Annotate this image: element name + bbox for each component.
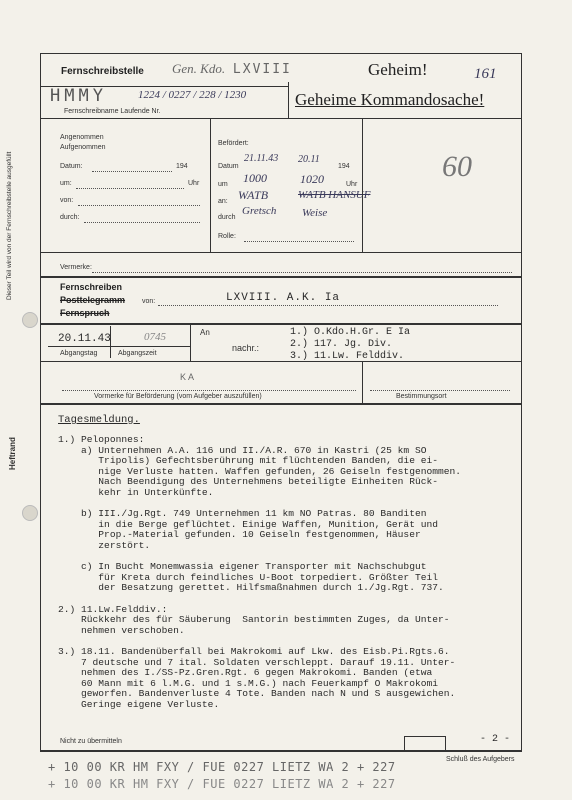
- body-line: geworfen. Bandenverluste 4 Tote. Banden nach N und S ausgewichen.: [58, 688, 456, 700]
- recipient-1: 1.) O.Kdo.H.Gr. E Ia: [290, 327, 411, 338]
- received-datum-line: [92, 171, 172, 172]
- dispatch-mid-line: [48, 346, 190, 347]
- received-uhr-label: Uhr: [188, 180, 200, 187]
- body-line: Tripolis) Gefechtsberührung mit flüchtenden Banden, die ei-: [58, 455, 438, 467]
- forwarded-an-label: an:: [218, 198, 228, 205]
- body-top-border: [40, 403, 521, 405]
- body-line: Geringe eigene Verluste.: [58, 699, 220, 710]
- forwarded-vdivider: [362, 118, 363, 252]
- sender-value: LXVIII. A.K. Ia: [226, 292, 341, 304]
- body-line: 3.) 18.11. Bandenüberfall bei Makrokomi auf Lkw. des Eisb.Pi.Rgts.6.: [58, 646, 450, 657]
- geheime-kommandosache: Geheime Kommandosache!: [295, 90, 485, 109]
- posttelegramm-label: Posttelegramm: [60, 295, 126, 305]
- nicht-zu-uebermitteln-label: Nicht zu übermitteln: [60, 738, 122, 745]
- forwarded-datum-value-2: 20.11: [298, 154, 320, 165]
- forwarded-durch-label: durch: [218, 214, 236, 221]
- vermerke-label: Vermerke:: [60, 264, 92, 271]
- body-line: der Besatzung gerettet. Hilfsmaßnahmen durch 1./Jg.Rgt. 737.: [58, 582, 444, 594]
- message-body: [58, 434, 528, 714]
- bestimmungsort-divider: [362, 361, 363, 403]
- teletype-line-2: + 10 00 KR HM FXY / FUE 0227 LIETZ WA 2 + 227: [48, 777, 396, 791]
- vormerke-label: Vormerke für Beförderung (vom Aufgeber auszufüllen): [94, 393, 262, 400]
- received-datum-label: Datum:: [60, 163, 83, 170]
- forwarded-rolle-line: [244, 241, 354, 242]
- body-line: zerstört.: [58, 540, 151, 551]
- page-number: - 2 -: [480, 734, 511, 745]
- body-line: 2.) 11.Lw.Felddiv.:: [58, 603, 168, 615]
- body-line: 1.) Peloponnes:: [58, 434, 145, 445]
- forwarded-an-value-2: WATB HANSUF: [298, 189, 371, 201]
- body-line: für Kreta durch feindliches U-Boot torpediert. Größter Teil: [58, 571, 438, 583]
- aufgenommen-label: Aufgenommen: [60, 144, 106, 151]
- header-vdivider: [288, 82, 289, 118]
- big-number: 60: [442, 150, 472, 183]
- received-year: 194: [176, 163, 188, 170]
- sender-line: [158, 305, 498, 306]
- body-line: nehmen des I./SS-Pz.Gren.Rgt. 6 gegen Makrokomi. Banden (etwa: [58, 667, 433, 679]
- gen-kdo-label: Gen. Kdo.: [172, 61, 226, 76]
- received-um-line: [76, 188, 184, 189]
- footer-line: [40, 750, 521, 751]
- vormerke-line: [62, 390, 356, 391]
- body-line: 7 deutsche und 7 ital. Soldaten verschleppt. Darauf 19.11. Unter-: [58, 656, 456, 668]
- body-line: Rückkehr des für Säuberung Santorin bestimmten Zuges, da Unter-: [58, 614, 450, 626]
- fernschreiben-label: Fernschreiben: [60, 282, 123, 292]
- bestimmungsort-line: [370, 390, 510, 391]
- message-title: Tagesmeldung.: [58, 414, 140, 426]
- body-line: c) In Bucht Monemwassia eigener Transporter mit Nachschubgut: [58, 561, 427, 573]
- punch-hole-top: [22, 312, 38, 328]
- befoerdert-label: Befördert:: [218, 140, 249, 147]
- line-number-stamp: HMMY: [50, 86, 107, 106]
- fernspruch-label: Fernspruch: [60, 308, 110, 318]
- received-top-border: [40, 118, 521, 119]
- body-line: Prop.-Material gefunden. 10 Geiseln festgenommen, Häuser: [58, 529, 421, 541]
- forwarded-datum-value-1: 21.11.43: [244, 153, 279, 164]
- received-vdivider: [210, 118, 211, 252]
- body-line: a) Unternehmen A.A. 116 und II./A.R. 670 in Kastri (25 km SO: [58, 444, 427, 456]
- body-line: Nach Beendigung des Unternehmens beteiligte Einheiten Rück-: [58, 476, 438, 488]
- body-line: kehr in Unterkünfte.: [58, 487, 214, 498]
- fernschreibstelle-label: Fernschreibstelle: [61, 66, 144, 77]
- received-von-label: von:: [60, 197, 74, 204]
- angenommen-label: Angenommen: [60, 134, 104, 141]
- forwarded-durch-value-1: Gretsch: [242, 205, 277, 217]
- abgangszeit-value: 0745: [144, 331, 166, 343]
- gen-kdo-number: LXVIII: [232, 62, 292, 77]
- received-von-line: [78, 205, 200, 206]
- schluss-label: Schluß des Aufgebers: [446, 756, 515, 763]
- recipient-3: 3.) 11.Lw. Felddiv.: [290, 351, 405, 362]
- abgangstag-value: 20.11.43: [58, 333, 111, 345]
- an-label: An: [200, 328, 210, 337]
- forwarded-durch-value-2: Weise: [302, 207, 328, 219]
- vormerke-top-border: [40, 361, 521, 362]
- received-durch-line: [84, 222, 200, 223]
- punch-hole-bottom: [22, 505, 38, 521]
- forwarded-year: 194: [338, 163, 350, 170]
- gen-kdo-stamp: [172, 61, 292, 77]
- dispatch-top-border: [40, 323, 521, 325]
- forwarded-uhr-label: Uhr: [346, 181, 358, 188]
- heftrand-label: Heftrand: [8, 437, 17, 470]
- teletype-line-1: + 10 00 KR HM FXY / FUE 0227 LIETZ WA 2 + 227: [48, 760, 396, 774]
- forwarded-um-label: um: [218, 181, 228, 188]
- dispatch-split-1: [110, 326, 111, 358]
- nachr-label: nachr.:: [232, 343, 260, 353]
- bestimmungsort-label: Bestimmungsort: [396, 393, 447, 400]
- schluss-boxes: [404, 736, 446, 752]
- ka-stamp: K A: [180, 372, 195, 382]
- received-durch-label: durch:: [60, 214, 80, 221]
- vermerke-line: [92, 272, 512, 273]
- dispatch-split-2: [190, 323, 191, 361]
- forwarded-um-value-2: 1020: [300, 172, 324, 186]
- body-line: nehmen verschoben.: [58, 624, 185, 636]
- side-note: Dieser Teil wird von der Fernschreibstelle ausgefüllt: [6, 151, 13, 300]
- abgangszeit-label: Abgangszeit: [118, 350, 157, 357]
- fernschreibname-label: Fernschreibname Laufende Nr.: [64, 108, 161, 115]
- body-line: 60 Mann mit 6 l.M.G. und 1 s.M.G.) nach Feuerkampf O Makrokomi: [58, 677, 438, 689]
- forwarded-an-value-1: WATB: [238, 188, 269, 202]
- geheim-label: Geheim!: [368, 60, 428, 79]
- vermerke-top-border: [40, 252, 521, 253]
- forwarded-datum-label: Datum: [218, 163, 239, 170]
- forwarded-rolle-label: Rolle:: [218, 233, 236, 240]
- forwarded-um-value-1: 1000: [243, 171, 267, 185]
- line-number-hand: 1224 / 0227 / 228 / 1230: [138, 89, 247, 101]
- recipient-2: 2.) 117. Jg. Div.: [290, 339, 393, 350]
- abgangstag-label: Abgangstag: [60, 350, 98, 357]
- body-line: in die Berge geflüchtet. Einige Waffen, Munition, Gerät und: [58, 518, 438, 530]
- received-um-label: um:: [60, 180, 72, 187]
- body-line: b) III./Jg.Rgt. 749 Unternehmen 11 km NO Patras. 80 Banditen: [58, 508, 427, 520]
- archive-number: 161: [474, 66, 497, 82]
- body-line: nige Verluste hatten. Waffen gefunden, 26 Geiseln festgenommen.: [58, 465, 462, 477]
- message-type-top-border: [40, 276, 521, 278]
- message-von-label: von:: [142, 298, 156, 305]
